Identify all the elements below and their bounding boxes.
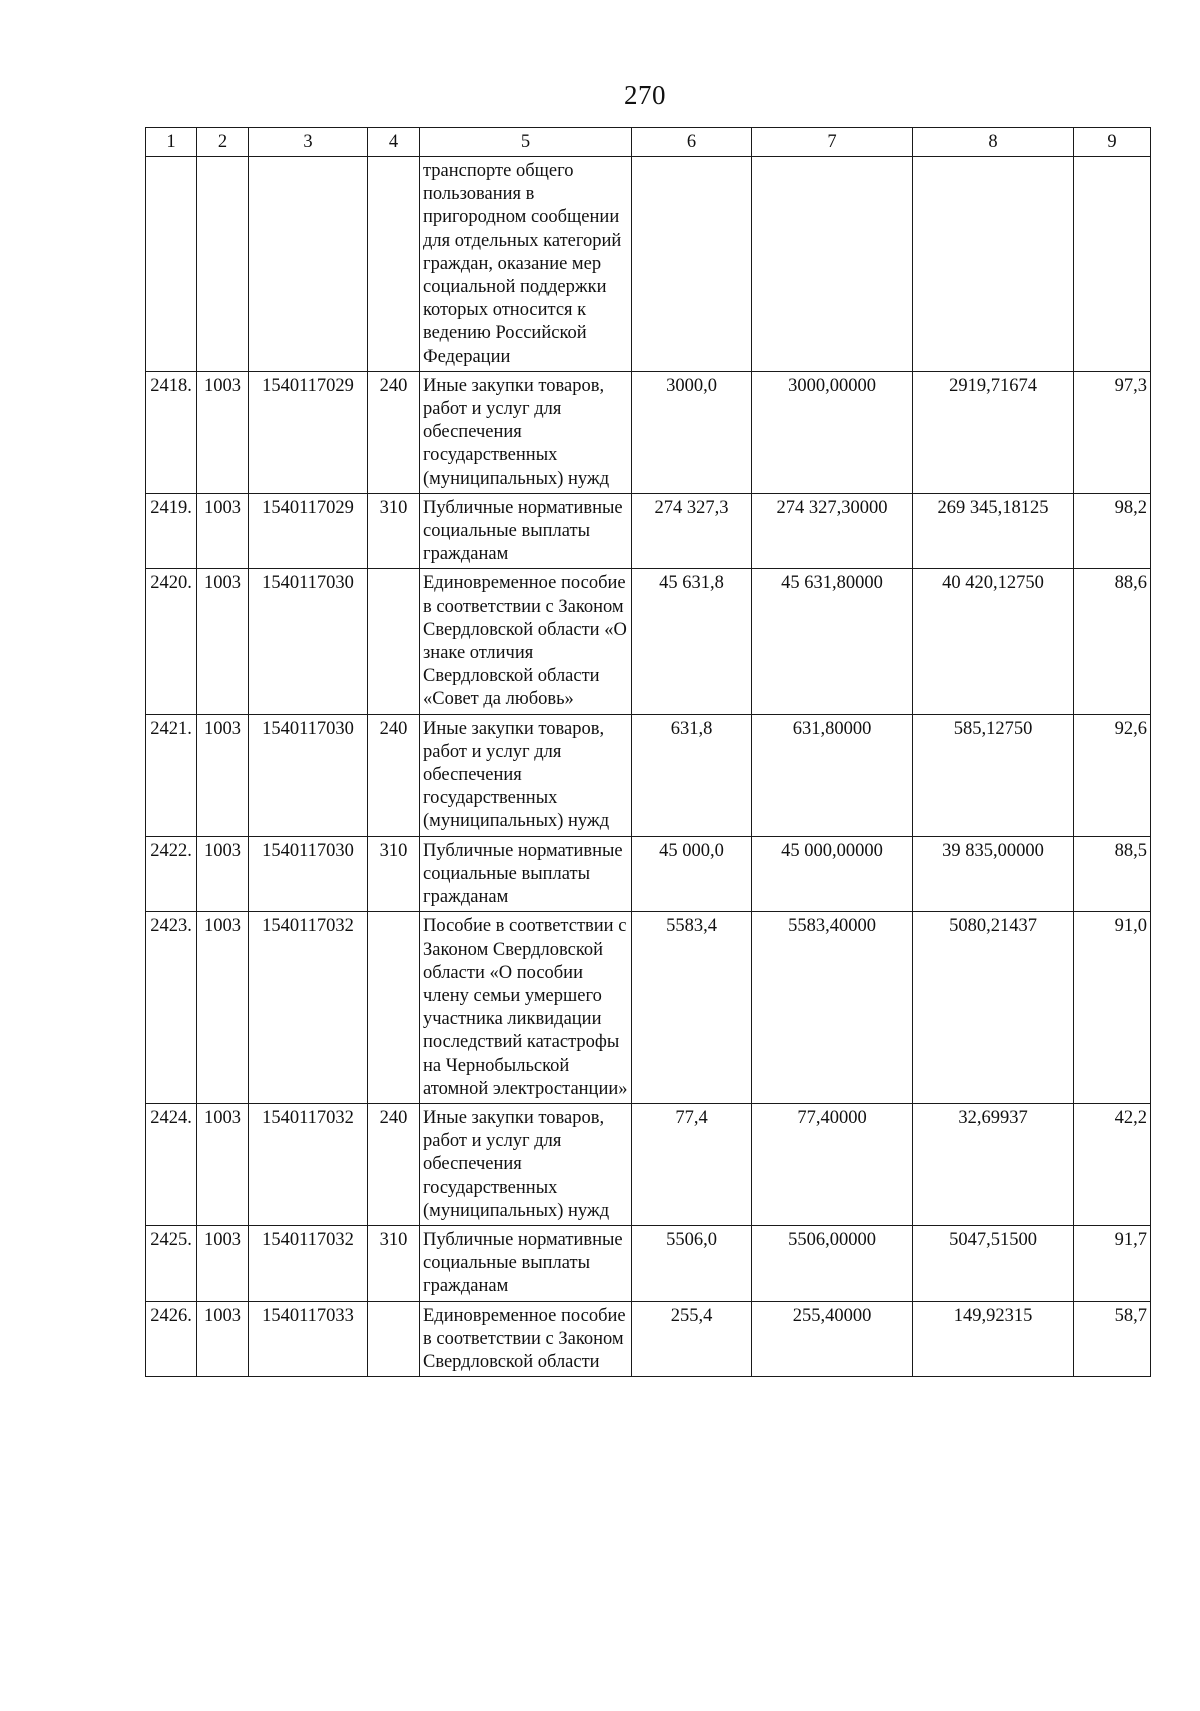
refined-value-cell: 45 631,80000 bbox=[752, 569, 913, 714]
target-code-cell: 1540117032 bbox=[249, 1103, 368, 1225]
target-code-cell: 1540117030 bbox=[249, 836, 368, 912]
percent-cell: 98,2 bbox=[1074, 493, 1151, 569]
plan-value-cell: 5583,4 bbox=[632, 912, 752, 1104]
section-code-cell: 1003 bbox=[197, 493, 249, 569]
target-code-cell: 1540117033 bbox=[249, 1301, 368, 1377]
table-row bbox=[146, 714, 1151, 836]
percent-cell: 97,3 bbox=[1074, 371, 1151, 493]
target-code-cell: 1540117032 bbox=[249, 912, 368, 1104]
column-header: 3 bbox=[249, 128, 368, 157]
column-header: 8 bbox=[913, 128, 1074, 157]
plan-value-cell bbox=[632, 157, 752, 372]
column-header: 1 bbox=[146, 128, 197, 157]
expense-type-cell: 310 bbox=[368, 1225, 420, 1301]
percent-cell: 42,2 bbox=[1074, 1103, 1151, 1225]
executed-value-cell: 269 345,18125 bbox=[913, 493, 1074, 569]
row-number-cell: 2423. bbox=[146, 912, 197, 1104]
column-header: 6 bbox=[632, 128, 752, 157]
section-code-cell: 1003 bbox=[197, 1103, 249, 1225]
refined-value-cell: 45 000,00000 bbox=[752, 836, 913, 912]
target-code-cell: 1540117030 bbox=[249, 714, 368, 836]
table-row bbox=[146, 1225, 1151, 1301]
section-code-cell: 1003 bbox=[197, 569, 249, 714]
table-row bbox=[146, 1103, 1151, 1225]
percent-cell: 92,6 bbox=[1074, 714, 1151, 836]
executed-value-cell: 39 835,00000 bbox=[913, 836, 1074, 912]
executed-value-cell bbox=[913, 157, 1074, 372]
executed-value-cell: 5047,51500 bbox=[913, 1225, 1074, 1301]
executed-value-cell: 149,92315 bbox=[913, 1301, 1074, 1377]
expense-type-cell: 240 bbox=[368, 371, 420, 493]
plan-value-cell: 255,4 bbox=[632, 1301, 752, 1377]
name-cell: Пособие в соответствии с Законом Свердловской области «О пособии члену семьи умершего участника ликвидации последствий катастрофы на Чернобыльской атомной электростанции» bbox=[420, 912, 632, 1104]
section-code-cell: 1003 bbox=[197, 1225, 249, 1301]
row-number-cell: 2418. bbox=[146, 371, 197, 493]
table-row bbox=[146, 836, 1151, 912]
executed-value-cell: 32,69937 bbox=[913, 1103, 1074, 1225]
row-number-cell: 2425. bbox=[146, 1225, 197, 1301]
table-row bbox=[146, 912, 1151, 1104]
target-code-cell: 1540117029 bbox=[249, 493, 368, 569]
section-code-cell: 1003 bbox=[197, 714, 249, 836]
section-code-cell: 1003 bbox=[197, 1301, 249, 1377]
row-number-cell: 2424. bbox=[146, 1103, 197, 1225]
plan-value-cell: 45 000,0 bbox=[632, 836, 752, 912]
table-row bbox=[146, 157, 1151, 372]
page-number: 270 bbox=[624, 80, 666, 110]
refined-value-cell: 5583,40000 bbox=[752, 912, 913, 1104]
refined-value-cell: 631,80000 bbox=[752, 714, 913, 836]
executed-value-cell: 40 420,12750 bbox=[913, 569, 1074, 714]
executed-value-cell: 585,12750 bbox=[913, 714, 1074, 836]
expense-type-cell bbox=[368, 912, 420, 1104]
row-number-cell: 2420. bbox=[146, 569, 197, 714]
plan-value-cell: 45 631,8 bbox=[632, 569, 752, 714]
table-row bbox=[146, 569, 1151, 714]
refined-value-cell: 255,40000 bbox=[752, 1301, 913, 1377]
expense-type-cell: 240 bbox=[368, 714, 420, 836]
plan-value-cell: 5506,0 bbox=[632, 1225, 752, 1301]
table-row bbox=[146, 1301, 1151, 1377]
refined-value-cell: 5506,00000 bbox=[752, 1225, 913, 1301]
executed-value-cell: 5080,21437 bbox=[913, 912, 1074, 1104]
name-cell: Публичные нормативные социальные выплаты гражданам bbox=[420, 1225, 632, 1301]
name-cell: Публичные нормативные социальные выплаты гражданам bbox=[420, 836, 632, 912]
name-cell: Иные закупки товаров, работ и услуг для обеспечения государственных (муниципальных) нужд bbox=[420, 714, 632, 836]
percent-cell: 91,0 bbox=[1074, 912, 1151, 1104]
executed-value-cell: 2919,71674 bbox=[913, 371, 1074, 493]
percent-cell: 88,5 bbox=[1074, 836, 1151, 912]
plan-value-cell: 3000,0 bbox=[632, 371, 752, 493]
section-code-cell bbox=[197, 157, 249, 372]
percent-cell bbox=[1074, 157, 1151, 372]
name-cell: Единовременное пособие в соответствии с Законом Свердловской области bbox=[420, 1301, 632, 1377]
expense-type-cell: 310 bbox=[368, 836, 420, 912]
column-header: 9 bbox=[1074, 128, 1151, 157]
name-cell: транспорте общего пользования в пригородном сообщении для отдельных категорий граждан, оказание мер социальной поддержки которых относится к ведению Российской Федерации bbox=[420, 157, 632, 372]
header-row bbox=[146, 128, 1151, 157]
expense-type-cell: 310 bbox=[368, 493, 420, 569]
column-header: 5 bbox=[420, 128, 632, 157]
name-cell: Иные закупки товаров, работ и услуг для обеспечения государственных (муниципальных) нужд bbox=[420, 1103, 632, 1225]
row-number-cell: 2421. bbox=[146, 714, 197, 836]
percent-cell: 58,7 bbox=[1074, 1301, 1151, 1377]
percent-cell: 88,6 bbox=[1074, 569, 1151, 714]
expense-type-cell bbox=[368, 157, 420, 372]
plan-value-cell: 631,8 bbox=[632, 714, 752, 836]
table-row bbox=[146, 371, 1151, 493]
column-header: 2 bbox=[197, 128, 249, 157]
target-code-cell: 1540117030 bbox=[249, 569, 368, 714]
column-header: 4 bbox=[368, 128, 420, 157]
target-code-cell: 1540117032 bbox=[249, 1225, 368, 1301]
target-code-cell: 1540117029 bbox=[249, 371, 368, 493]
plan-value-cell: 77,4 bbox=[632, 1103, 752, 1225]
row-number-cell: 2426. bbox=[146, 1301, 197, 1377]
expense-type-cell bbox=[368, 1301, 420, 1377]
refined-value-cell: 274 327,30000 bbox=[752, 493, 913, 569]
row-number-cell: 2422. bbox=[146, 836, 197, 912]
expense-type-cell bbox=[368, 569, 420, 714]
refined-value-cell: 3000,00000 bbox=[752, 371, 913, 493]
name-cell: Публичные нормативные социальные выплаты гражданам bbox=[420, 493, 632, 569]
budget-table bbox=[145, 127, 1151, 1377]
expense-type-cell: 240 bbox=[368, 1103, 420, 1225]
target-code-cell bbox=[249, 157, 368, 372]
row-number-cell bbox=[146, 157, 197, 372]
section-code-cell: 1003 bbox=[197, 836, 249, 912]
row-number-cell: 2419. bbox=[146, 493, 197, 569]
table-body bbox=[146, 157, 1151, 1377]
name-cell: Единовременное пособие в соответствии с Законом Свердловской области «О знаке отличия Свердловской области «Совет да любовь» bbox=[420, 569, 632, 714]
table-row bbox=[146, 493, 1151, 569]
refined-value-cell: 77,40000 bbox=[752, 1103, 913, 1225]
name-cell: Иные закупки товаров, работ и услуг для обеспечения государственных (муниципальных) нужд bbox=[420, 371, 632, 493]
percent-cell: 91,7 bbox=[1074, 1225, 1151, 1301]
section-code-cell: 1003 bbox=[197, 912, 249, 1104]
section-code-cell: 1003 bbox=[197, 371, 249, 493]
refined-value-cell bbox=[752, 157, 913, 372]
column-header: 7 bbox=[752, 128, 913, 157]
plan-value-cell: 274 327,3 bbox=[632, 493, 752, 569]
